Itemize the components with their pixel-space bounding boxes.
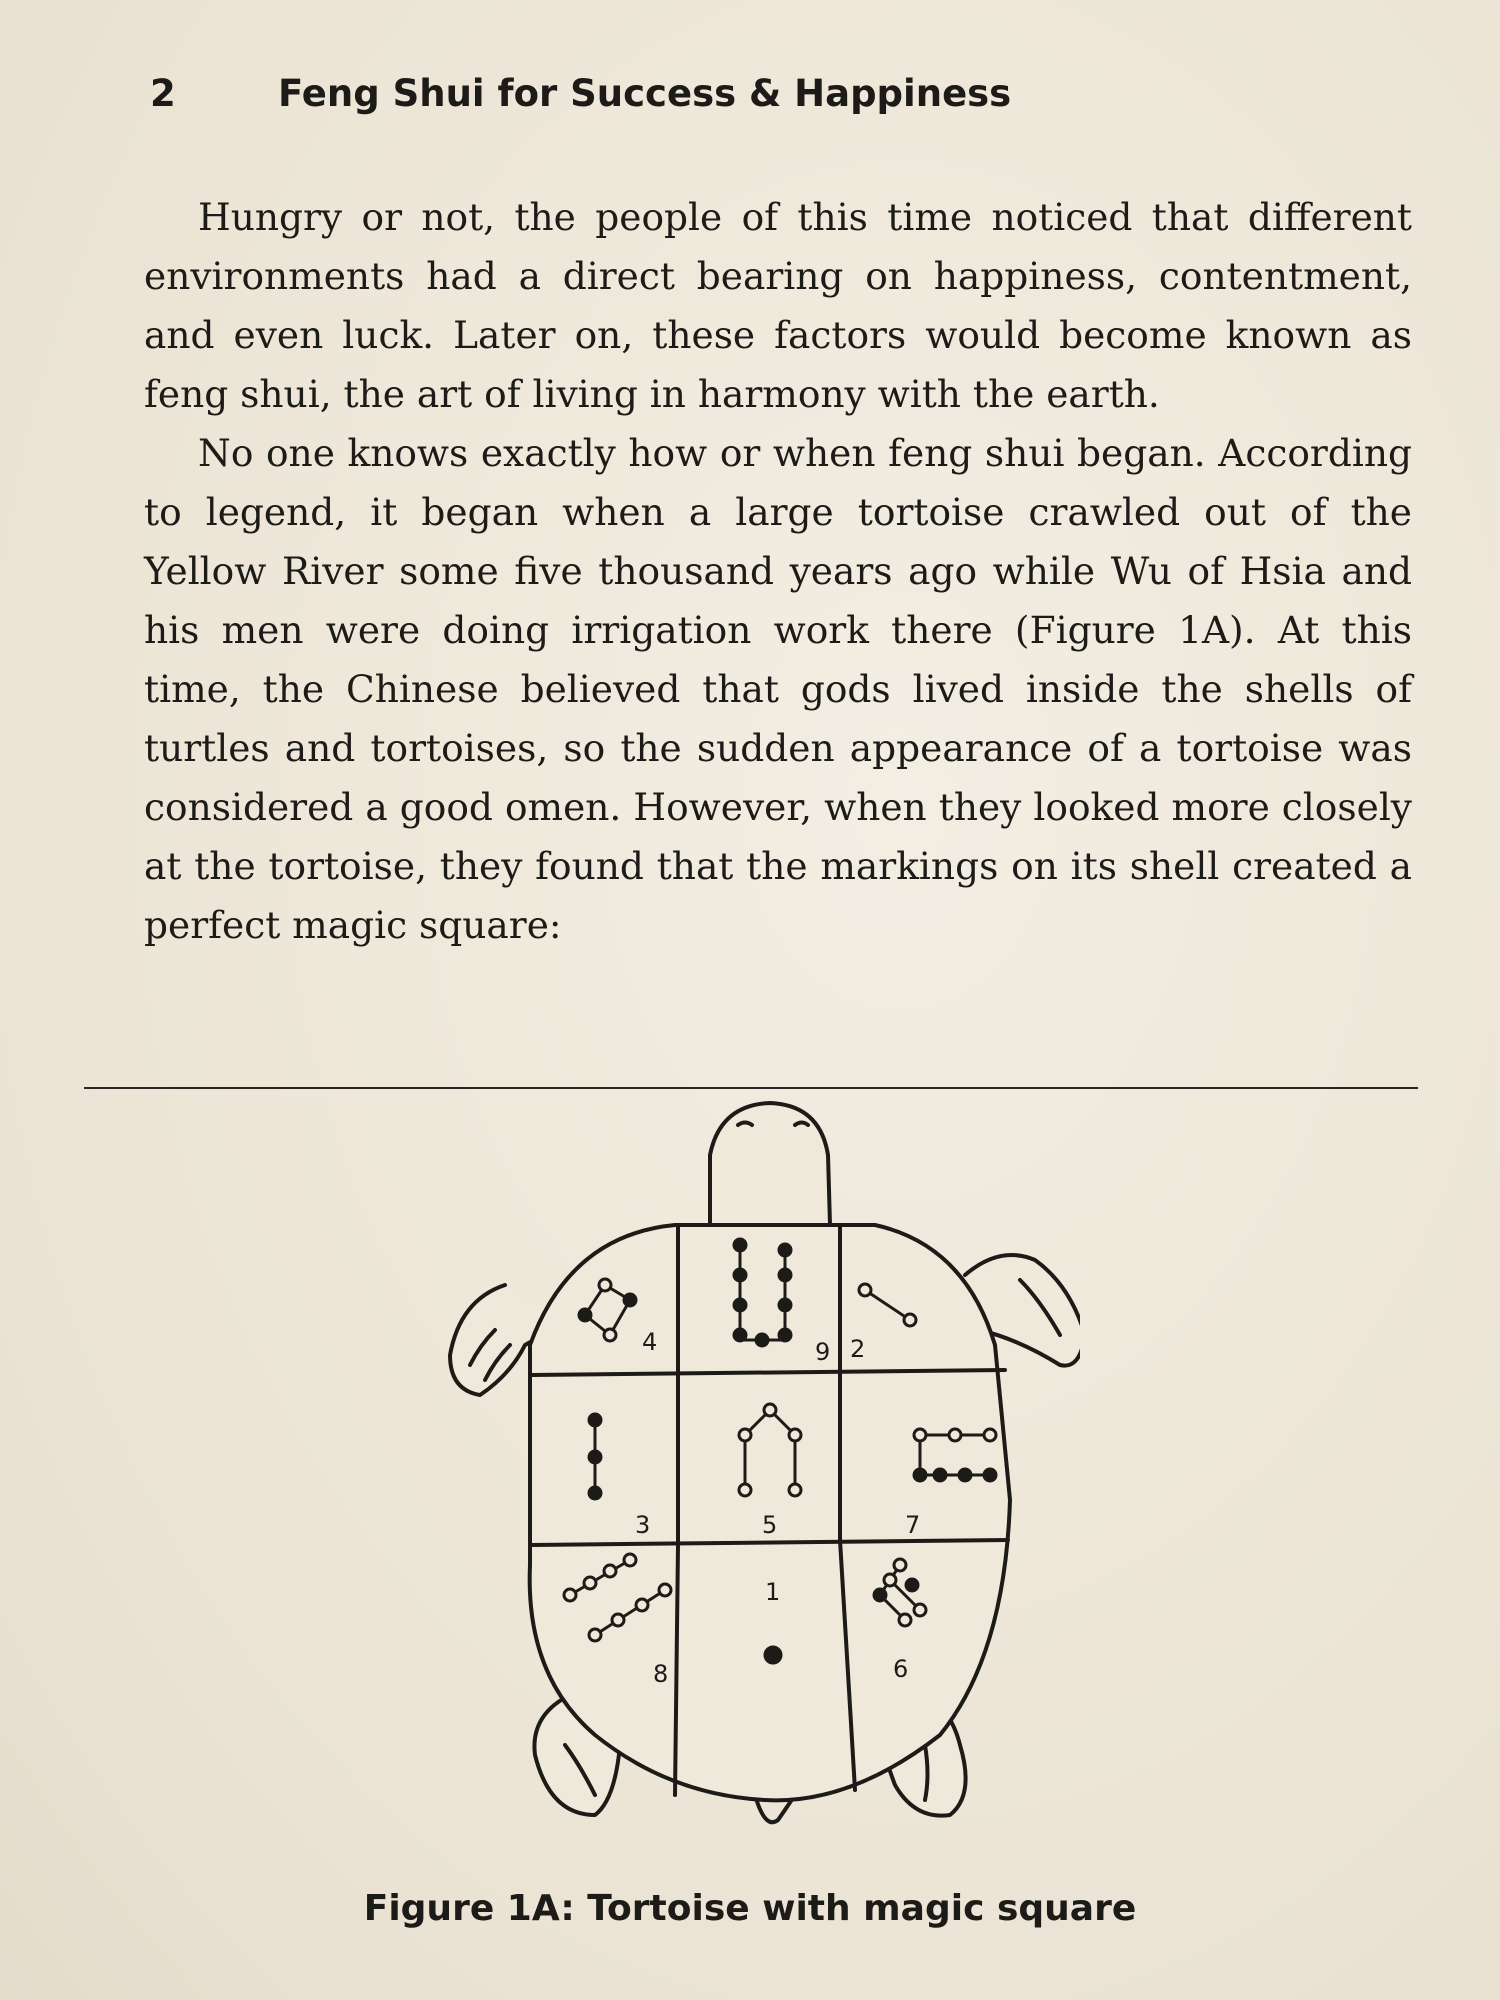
- shell-number-9: 9: [815, 1338, 831, 1366]
- shell-number-5: 5: [762, 1511, 778, 1539]
- body-text: [144, 188, 1412, 955]
- tortoise-figure: [420, 1095, 1080, 1825]
- shell-number-8: 8: [653, 1660, 669, 1688]
- page-number: 2: [150, 72, 176, 115]
- paragraph-2: No one knows exactly how or when feng shui began. According to legend, it began when a large tortoise crawled out of the Yellow River some five thousand years ago while Wu of Hsia and his men were doing irrigation work there (Figure 1A). At this time, the Chinese believed that gods lived inside the shells of turtles and tortoises, so the sudden appearance of a tortoise was considered a good omen. However, when they looked more closely at the tortoise, they found that the markings on its shell created a perfect magic square:: [144, 431, 1412, 947]
- shell-number-2: 2: [850, 1335, 866, 1363]
- running-title: Feng Shui for Success & Happiness: [278, 72, 1012, 115]
- shell-number-6: 6: [893, 1655, 909, 1683]
- shell-number-1: 1: [765, 1578, 781, 1606]
- shell-number-7: 7: [905, 1511, 921, 1539]
- shell-number-4: 4: [642, 1328, 658, 1356]
- tortoise-illustration: [420, 1095, 1080, 1825]
- paragraph-1: Hungry or not, the people of this time noticed that different environments had a direct bearing on happiness, contentment, and even luck. Later on, these factors would become known as feng shui, the art of living in harmony with the earth.: [144, 195, 1412, 416]
- shell-number-3: 3: [635, 1511, 651, 1539]
- running-header: [150, 72, 1400, 115]
- figure-rule: [84, 1087, 1418, 1089]
- figure-caption: Figure 1A: Tortoise with magic square: [363, 1888, 1137, 1929]
